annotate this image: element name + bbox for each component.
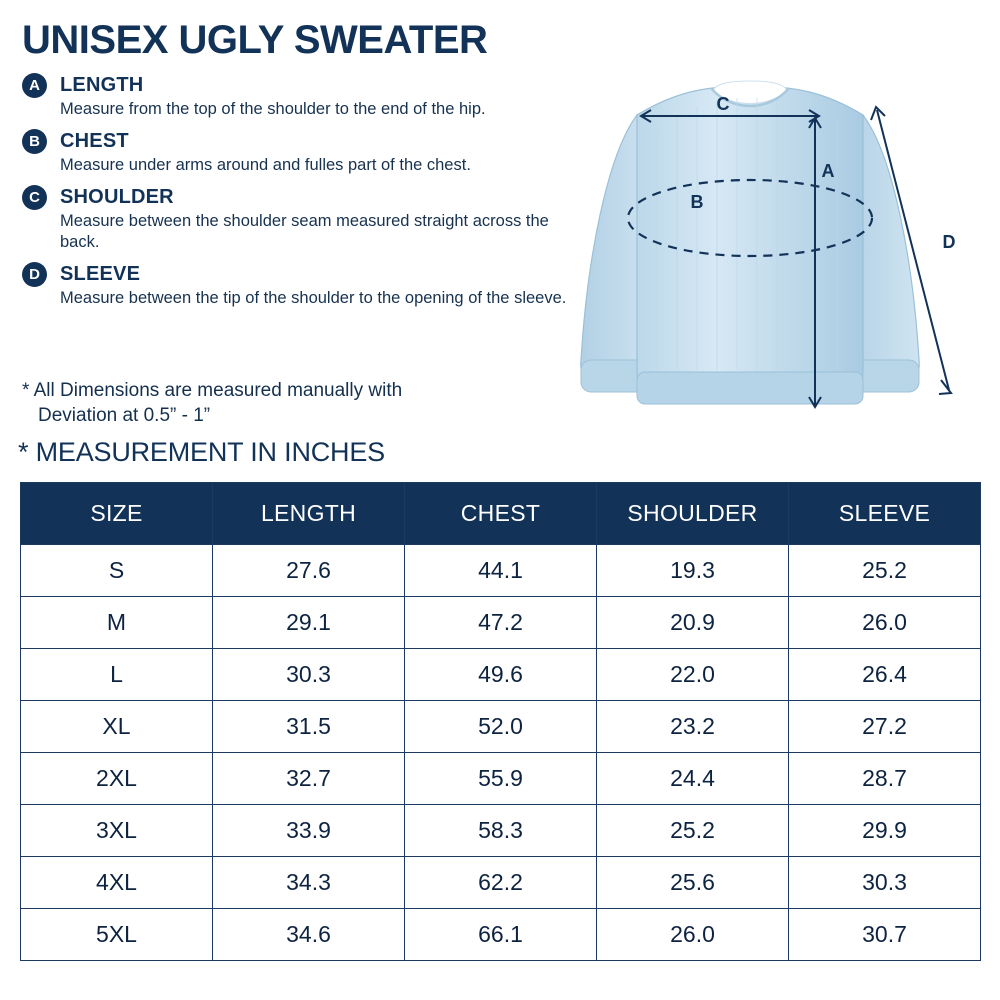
marker-c: C: [716, 94, 730, 114]
size-table: [20, 482, 981, 961]
table-row: [21, 597, 981, 649]
cell-sleeve: 30.7: [789, 909, 981, 961]
col-header-size: SIZE: [21, 483, 213, 545]
deviation-note: [22, 378, 542, 428]
cell-size: L: [21, 649, 213, 701]
table-row: [21, 701, 981, 753]
cell-size: 5XL: [21, 909, 213, 961]
cell-chest: 47.2: [405, 597, 597, 649]
cell-length: 33.9: [213, 805, 405, 857]
cell-chest: 52.0: [405, 701, 597, 753]
col-header-length: LENGTH: [213, 483, 405, 545]
cell-sleeve: 30.3: [789, 857, 981, 909]
cell-sleeve: 25.2: [789, 545, 981, 597]
table-row: [21, 857, 981, 909]
legend-desc-shoulder: Measure between the shoulder seam measured straight across the back.: [60, 212, 549, 251]
legend-label-length: LENGTH: [60, 74, 144, 96]
legend-label-sleeve: SLEEVE: [60, 263, 141, 285]
sweater-body: [637, 86, 863, 400]
legend-item-chest: [22, 128, 592, 176]
col-header-chest: CHEST: [405, 483, 597, 545]
cell-sleeve: 29.9: [789, 805, 981, 857]
cell-size: 4XL: [21, 857, 213, 909]
sweater-illustration: [545, 60, 995, 460]
cell-shoulder: 20.9: [597, 597, 789, 649]
cell-size: M: [21, 597, 213, 649]
deviation-note-line2: Deviation at 0.5” - 1”: [38, 405, 211, 426]
cell-length: 34.3: [213, 857, 405, 909]
legend-item-sleeve: [22, 261, 592, 309]
cell-chest: 66.1: [405, 909, 597, 961]
marker-d: D: [942, 232, 956, 252]
cell-shoulder: 25.2: [597, 805, 789, 857]
legend-label-chest: CHEST: [60, 130, 129, 152]
legend-desc-length: Measure from the top of the shoulder to the end of the hip.: [60, 100, 486, 118]
cell-shoulder: 25.6: [597, 857, 789, 909]
cell-size: S: [21, 545, 213, 597]
cell-length: 34.6: [213, 909, 405, 961]
cell-shoulder: 19.3: [597, 545, 789, 597]
measurement-unit-heading: * MEASUREMENT IN INCHES: [18, 437, 385, 467]
cell-length: 29.1: [213, 597, 405, 649]
cell-shoulder: 24.4: [597, 753, 789, 805]
legend-item-shoulder: [22, 184, 592, 253]
cell-size: 2XL: [21, 753, 213, 805]
cell-length: 27.6: [213, 545, 405, 597]
cell-shoulder: 26.0: [597, 909, 789, 961]
table-row: [21, 909, 981, 961]
legend-label-shoulder: SHOULDER: [60, 186, 174, 208]
cell-chest: 49.6: [405, 649, 597, 701]
marker-a: A: [821, 161, 835, 181]
cell-sleeve: 28.7: [789, 753, 981, 805]
badge-a: A: [22, 73, 47, 98]
sweater-hem: [637, 372, 863, 404]
table-header-row: [21, 483, 981, 545]
deviation-note-line1: * All Dimensions are measured manually with: [22, 380, 403, 401]
cell-sleeve: 27.2: [789, 701, 981, 753]
badge-d: D: [22, 262, 47, 287]
legend-item-length: [22, 72, 592, 120]
badge-c: C: [22, 185, 47, 210]
cell-chest: 55.9: [405, 753, 597, 805]
page-title: UNISEX UGLY SWEATER: [22, 18, 488, 62]
marker-b: B: [690, 192, 704, 212]
table-row: [21, 545, 981, 597]
cell-sleeve: 26.0: [789, 597, 981, 649]
table-row: [21, 805, 981, 857]
badge-b: B: [22, 129, 47, 154]
cell-size: XL: [21, 701, 213, 753]
table-row: [21, 649, 981, 701]
cell-chest: 62.2: [405, 857, 597, 909]
col-header-sleeve: SLEEVE: [789, 483, 981, 545]
cell-length: 30.3: [213, 649, 405, 701]
cell-shoulder: 22.0: [597, 649, 789, 701]
cell-sleeve: 26.4: [789, 649, 981, 701]
cell-length: 31.5: [213, 701, 405, 753]
cell-length: 32.7: [213, 753, 405, 805]
cell-chest: 58.3: [405, 805, 597, 857]
legend-list: [22, 72, 592, 317]
table-row: [21, 753, 981, 805]
cell-shoulder: 23.2: [597, 701, 789, 753]
cell-chest: 44.1: [405, 545, 597, 597]
legend-desc-chest: Measure under arms around and fulles part of the chest.: [60, 156, 471, 174]
col-header-shoulder: SHOULDER: [597, 483, 789, 545]
cell-size: 3XL: [21, 805, 213, 857]
legend-desc-sleeve: Measure between the tip of the shoulder to the opening of the sleeve.: [60, 289, 567, 307]
